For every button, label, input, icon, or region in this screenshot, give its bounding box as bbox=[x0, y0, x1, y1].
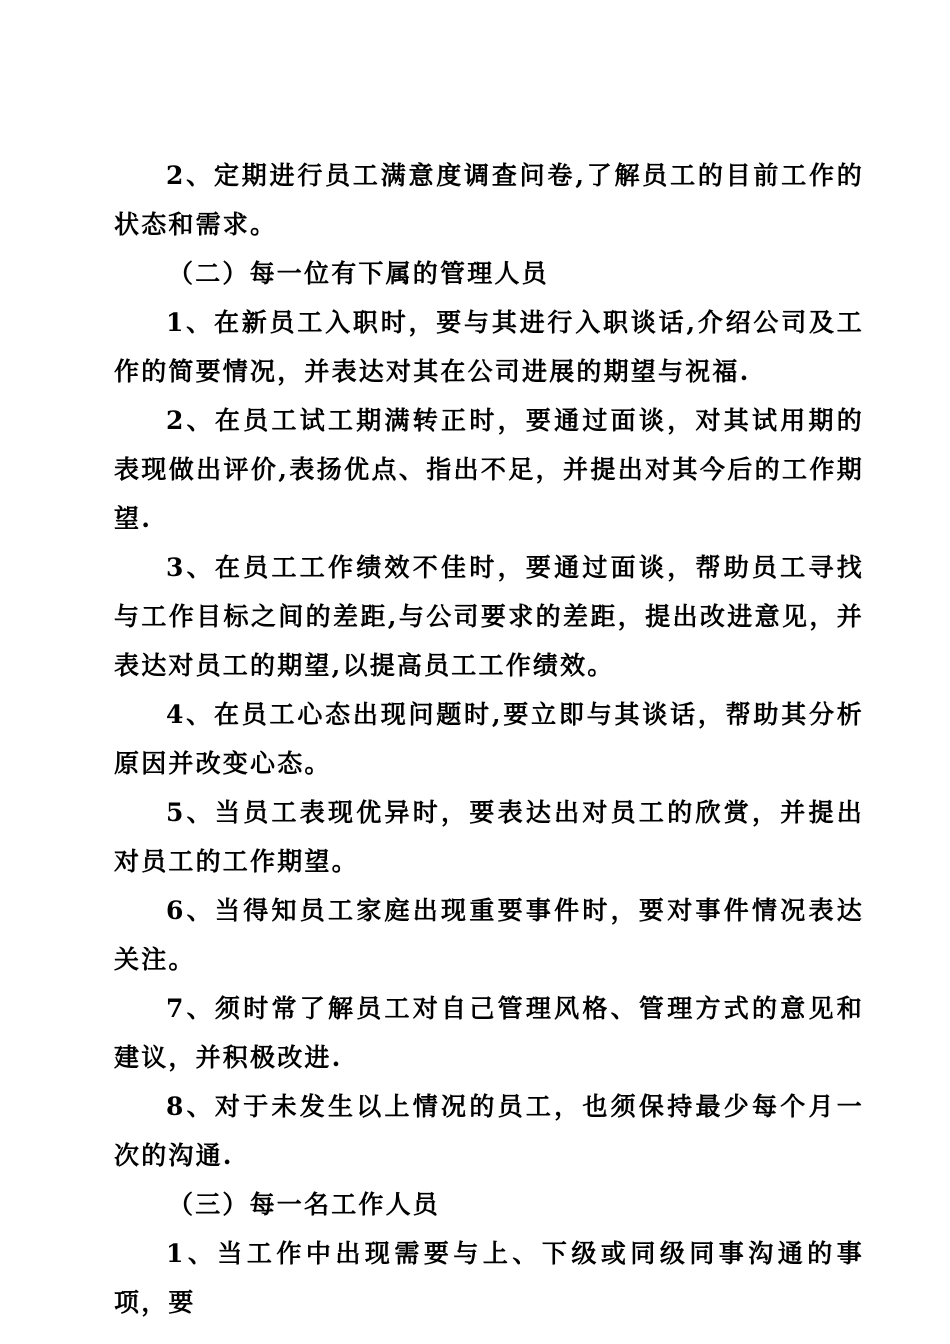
paragraph-item-6-family: 6、当得知员工家庭出现重要事件时，要对事件情况表达关注。 bbox=[114, 896, 864, 974]
section-heading-staff: （三）每一名工作人员 bbox=[168, 1190, 441, 1219]
paragraph-item-4-mindset: 4、在员工心态出现问题时,要立即与其谈话，帮助其分析原因并改变心态。 bbox=[114, 700, 864, 778]
section-heading-managers: （二）每一位有下属的管理人员 bbox=[168, 259, 549, 288]
paragraph-item-1-communication: 1、当工作中出现需要与上、下级或同级同事沟通的事项，要 bbox=[114, 1239, 864, 1317]
paragraph-item-1-onboarding: 1、在新员工入职时，要与其进行入职谈话,介绍公司及工作的简要情况，并表达对其在公司进展的期望与祝福. bbox=[114, 308, 864, 386]
document-body bbox=[114, 151, 864, 1327]
paragraph-item-8-monthly: 8、对于未发生以上情况的员工，也须保持最少每个月一次的沟通. bbox=[114, 1092, 864, 1170]
paragraph-item-5-excellence: 5、当员工表现优异时，要表达出对员工的欣赏，并提出对员工的工作期望。 bbox=[114, 798, 864, 876]
paragraph-item-3-performance: 3、在员工工作绩效不佳时，要通过面谈，帮助员工寻找与工作目标之间的差距,与公司要求的差距，提出改进意见，并表达对员工的期望,以提高员工工作绩效。 bbox=[114, 553, 864, 680]
paragraph-item-2-survey: 2、定期进行员工满意度调查问卷,了解员工的目前工作的状态和需求。 bbox=[114, 161, 864, 239]
paragraph-item-7-feedback: 7、须时常了解员工对自己管理风格、管理方式的意见和建议，并积极改进. bbox=[114, 994, 864, 1072]
paragraph-item-2-probation: 2、在员工试工期满转正时，要通过面谈，对其试用期的表现做出评价,表扬优点、指出不足，并提出对其今后的工作期望. bbox=[114, 406, 864, 533]
